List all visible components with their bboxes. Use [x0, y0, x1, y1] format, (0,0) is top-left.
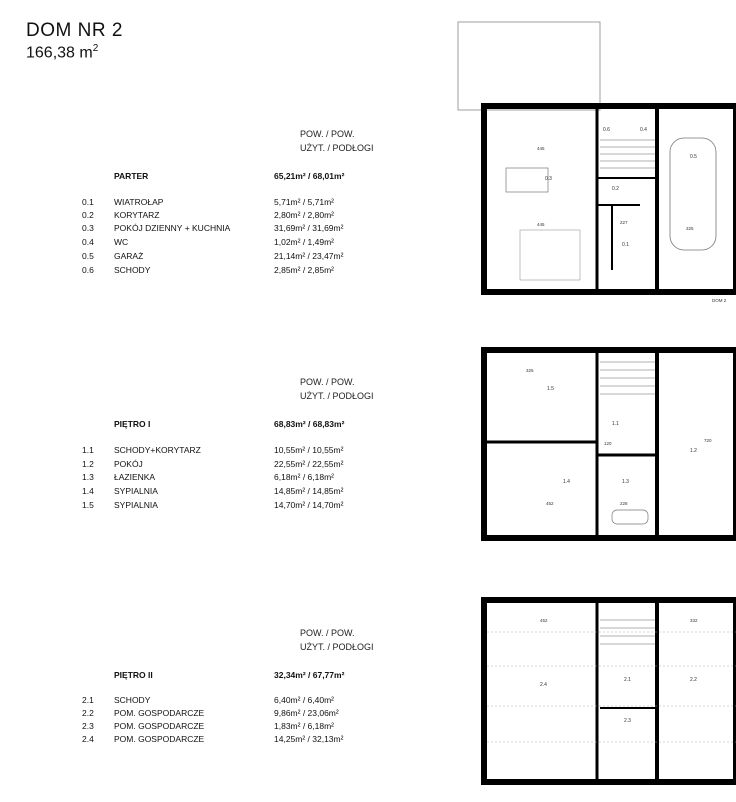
room-label: 0.4: [640, 127, 647, 133]
room-number: 0.2: [82, 210, 94, 220]
room-label: 0.5: [690, 154, 697, 160]
room-area: 22,55m² / 22,55m²: [274, 459, 344, 469]
room-label: 0.3: [545, 176, 552, 182]
level-name: PARTER: [114, 171, 149, 181]
floor-plan-parter: [458, 22, 736, 303]
dimension: 332: [690, 618, 698, 623]
total-area-value: 166,38 m: [26, 44, 93, 62]
level-total: 65,21m² / 68,01m²: [274, 171, 345, 181]
level-name: PIĘTRO I: [114, 419, 151, 429]
room-label: 0.1: [622, 242, 629, 248]
room-area: 5,71m² / 5,71m²: [274, 197, 334, 207]
room-name: POM. GOSPODARCZE: [114, 721, 205, 731]
room-name: POKÓJ: [114, 459, 143, 469]
room-area: 14,70m² / 14,70m²: [274, 500, 344, 510]
page-title: DOM NR 2: [26, 20, 123, 41]
dimension: 120: [604, 441, 612, 446]
room-number: 0.4: [82, 237, 94, 247]
dimension: 325: [526, 368, 534, 373]
room-number: 2.3: [82, 721, 94, 731]
level-name: PIĘTRO II: [114, 670, 153, 680]
room-label: 2.3: [624, 718, 631, 724]
room-area: 10,55m² / 10,55m²: [274, 445, 344, 455]
room-number: 2.2: [82, 708, 94, 718]
dimension: 720: [704, 438, 712, 443]
outer-wall: [484, 600, 736, 782]
room-area: 2,85m² / 2,85m²: [274, 265, 334, 275]
terrace-outline: [458, 22, 600, 110]
room-number: 1.1: [82, 445, 94, 455]
level-total: 68,83m² / 68,83m²: [274, 419, 345, 429]
bathtub-icon: [612, 510, 648, 524]
room-area: 9,86m² / 23,06m²: [274, 708, 339, 718]
floor-plan-pietro-2: [484, 600, 736, 782]
dimension: 227: [620, 220, 628, 225]
room-number: 0.5: [82, 251, 94, 261]
room-label: 1.4: [563, 479, 570, 485]
room-name: ŁAZIENKA: [114, 472, 156, 482]
column-header-line1: POW. / POW.: [300, 628, 355, 638]
room-label: 1.5: [547, 386, 554, 392]
room-name: SCHODY: [114, 265, 151, 275]
room-number: 0.3: [82, 223, 94, 233]
room-area: 1,83m² / 6,18m²: [274, 721, 334, 731]
column-header-line1: POW. / POW.: [300, 377, 355, 387]
room-area: 14,25m² / 32,13m²: [274, 734, 344, 744]
total-area-unit: 2: [92, 43, 99, 54]
dimension: 452: [546, 501, 554, 506]
room-label: 2.4: [540, 682, 547, 688]
dimension: 445: [537, 222, 545, 227]
dimension: 445: [537, 146, 545, 151]
room-number: 1.2: [82, 459, 94, 469]
column-header-line2: UŻYT. / PODŁOGI: [300, 642, 374, 652]
room-label: 2.1: [624, 677, 631, 683]
room-number: 1.4: [82, 486, 94, 496]
room-area: 2,80m² / 2,80m²: [274, 210, 334, 220]
room-number: 2.4: [82, 734, 94, 744]
room-label: 1.2: [690, 448, 697, 454]
room-area: 14,85m² / 14,85m²: [274, 486, 344, 496]
outer-wall: [484, 106, 736, 292]
room-label: 0.2: [612, 186, 619, 192]
room-name: SYPIALNIA: [114, 486, 158, 496]
room-name: SYPIALNIA: [114, 500, 158, 510]
room-name: POM. GOSPODARCZE: [114, 708, 205, 718]
house-tag: DOM 2: [712, 298, 727, 303]
room-area: 1,02m² / 1,49m²: [274, 237, 334, 247]
room-label: 1.1: [612, 421, 619, 427]
room-number: 0.1: [82, 197, 94, 207]
room-label: 1.3: [622, 479, 629, 485]
room-area: 21,14m² / 23,47m²: [274, 251, 344, 261]
room-area: 6,40m² / 6,40m²: [274, 695, 334, 705]
room-number: 2.1: [82, 695, 94, 705]
column-header-line2: UŻYT. / PODŁOGI: [300, 391, 374, 401]
dimension: 452: [540, 618, 548, 623]
room-name: WIATROŁAP: [114, 197, 164, 207]
dimension: 325: [686, 226, 694, 231]
dimension: 228: [620, 501, 628, 506]
room-number: 1.5: [82, 500, 94, 510]
room-label: 0.6: [603, 127, 610, 133]
room-name: POM. GOSPODARCZE: [114, 734, 205, 744]
room-area: 31,69m² / 31,69m²: [274, 223, 344, 233]
level-total: 32,34m² / 67,77m²: [274, 670, 345, 680]
floor-plan-pietro-1: [484, 350, 736, 538]
column-header-line1: POW. / POW.: [300, 129, 355, 139]
room-label: 2.2: [690, 677, 697, 683]
room-number: 1.3: [82, 472, 94, 482]
room-name: KORYTARZ: [114, 210, 160, 220]
room-name: SCHODY+KORYTARZ: [114, 445, 201, 455]
room-name: GARAŻ: [114, 251, 144, 261]
column-header-line2: UŻYT. / PODŁOGI: [300, 143, 374, 153]
room-name: WC: [114, 237, 129, 247]
room-number: 0.6: [82, 265, 94, 275]
room-name: POKÓJ DZIENNY + KUCHNIA: [114, 223, 231, 233]
room-name: SCHODY: [114, 695, 151, 705]
room-area: 6,18m² / 6,18m²: [274, 472, 334, 482]
